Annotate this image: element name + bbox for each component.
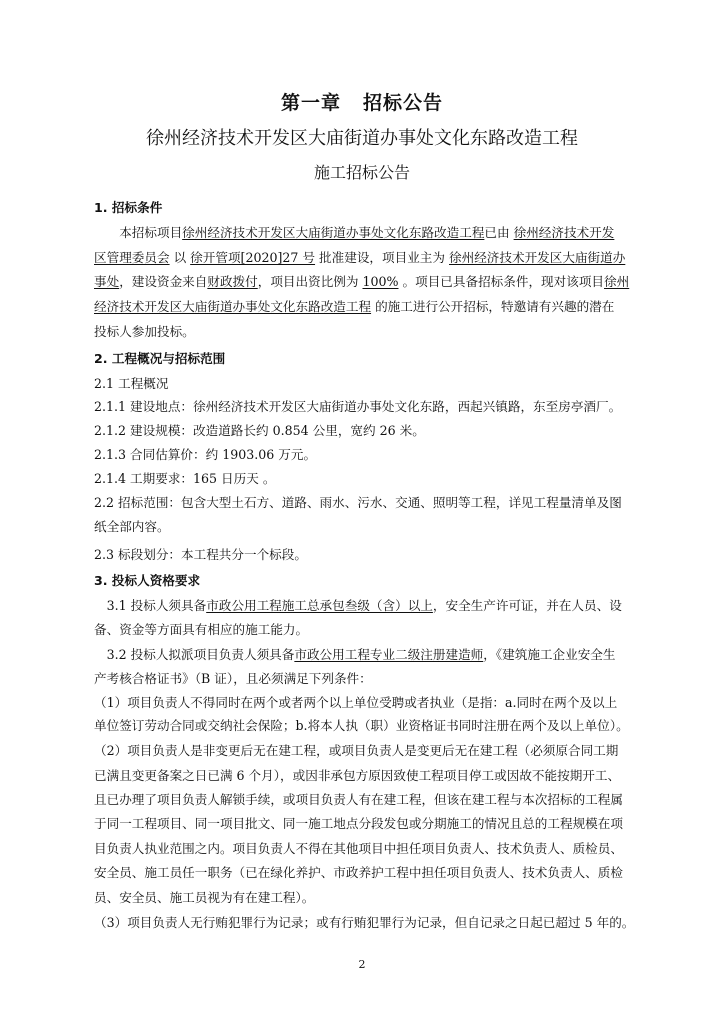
text-line [94, 791, 639, 809]
underlined-field: 经济技术开发区大庙街道办事处文化东路改造工程 [94, 299, 372, 314]
text-line [94, 518, 639, 536]
text-segment: ，《建筑施工企业安全生 [483, 647, 616, 662]
project-title: 徐州经济技术开发区大庙街道办事处文化东路改造工程 [146, 128, 578, 149]
text-segment: 产考核合格证书》（B 证），且必须满足下列条件： [94, 671, 372, 686]
underlined-field: 徐开管项[2020]27 号 [190, 250, 316, 265]
page-number: 2 [358, 958, 366, 971]
underlined-field: 区管理委员会 [94, 250, 170, 265]
text-segment: 目负责人执业范围之内。项目负责人不得在其他项目中担任项目负责人、技术负责人、质检员、 [94, 841, 623, 856]
text-segment: 以 [169, 250, 191, 265]
text-line [94, 742, 639, 760]
text-line [94, 422, 639, 440]
text-segment: 安全员、施工员任一职务（已在绿化养护、市政养护工程中担任项目负责人、技术负责人、质检 [94, 865, 623, 880]
text-segment: 且已办理了项目负责人解锁手续，或项目负责人有在建工程，但该在建工程与本次招标的工程属 [94, 792, 623, 807]
text-segment: 单位签订劳动合同或交纳社会保险；b.将本人执（职）业资格证书同时注册在两个及以上单位）。 [94, 718, 629, 733]
text-segment: 员、安全员、施工员视为有在建工程）。 [94, 890, 315, 905]
section-heading [94, 199, 639, 217]
underlined-field: 徐州 [604, 274, 630, 289]
text-segment: 2.3 标段划分：本工程共分一个标段。 [94, 547, 307, 562]
text-segment: 已满且变更备案之日已满 6 个月），或因非承包方原因致使工程项目停工或因故不能按期开工、 [94, 768, 621, 783]
chapter-title: 招标公告 [363, 92, 444, 114]
text-segment: 2.1.1 建设地点：徐州经济技术开发区大庙街道办事处文化东路，西起兴镇路，东至房亭酒厂。 [94, 399, 622, 414]
text-segment: 3.2 投标人拟派项目负责人须具备 [94, 647, 295, 662]
underlined-field: 徐州经济技术开发区大庙街道办 [449, 250, 626, 265]
underlined-field: 徐州经济技术开发区大庙街道办事处文化东路改造工程 [182, 225, 485, 240]
text-segment: 备、资金等方面具有相应的施工能力。 [94, 622, 309, 637]
text-line [94, 840, 639, 858]
text-line [94, 323, 639, 341]
text-line [94, 494, 639, 512]
text-segment: 2.1.3 合同估算价：约 1903.06 万元。 [94, 447, 317, 462]
text-line [94, 224, 639, 242]
text-segment: ，项目出资比例为 [257, 274, 363, 289]
text-segment: 于同一工程项目、同一项目批文、同一施工地点分段发包或分期施工的情况且总的工程规模在项 [94, 816, 623, 831]
text-line [94, 446, 639, 464]
text-line [94, 298, 639, 316]
section-heading [94, 350, 639, 368]
text-segment: 。项目已具备招标条件，现对该项目 [398, 274, 605, 289]
underlined-field: 徐州经济技术开发 [513, 225, 615, 240]
underlined-field: 市政公用工程专业二级注册建造师 [294, 647, 484, 662]
text-segment: 批准建设，项目业主为 [315, 250, 449, 265]
text-segment: （1）项目负责人不得同时在两个或者两个以上单位受聘或者执业（是指：a.同时在两个及以上 [94, 695, 618, 710]
text-segment: 2.1.4 工期要求：165 日历天 。 [94, 471, 276, 486]
section-heading [94, 572, 639, 590]
chapter-heading [0, 88, 724, 115]
text-line [94, 273, 639, 291]
text-line [94, 646, 639, 664]
text-segment: 2.1 工程概况 [94, 376, 169, 391]
text-line [94, 889, 639, 907]
text-line [94, 470, 639, 488]
text-line [94, 815, 639, 833]
text-segment: 投标人参加投标。 [94, 324, 195, 339]
text-line [94, 398, 639, 416]
text-segment: 1. 招标条件 [94, 200, 163, 215]
underlined-field: 市政公用工程施工总承包叁级（含）以上 [206, 598, 433, 613]
text-segment: 纸全部内容。 [94, 519, 170, 534]
underlined-field: 100% [362, 274, 399, 289]
underlined-field: 财政拨付 [207, 274, 258, 289]
text-segment: 3.1 投标人须具备 [94, 598, 207, 613]
notice-subtitle: 施工招标公告 [313, 163, 410, 182]
text-segment: 已由 [484, 225, 514, 240]
text-segment: 本招标项目 [94, 225, 183, 240]
text-line [94, 621, 639, 639]
text-line [94, 914, 639, 932]
text-line [94, 767, 639, 785]
text-line [94, 717, 639, 735]
chapter-label: 第一章 [280, 92, 341, 114]
text-segment: 2.2 招标范围：包含大型土石方、道路、雨水、污水、交通、照明等工程，详见工程量清单及图 [94, 495, 622, 510]
text-segment: （2）项目负责人是非变更后无在建工程，或项目负责人是变更后无在建工程（必须原合同工期 [94, 743, 619, 758]
text-line [94, 670, 639, 688]
text-line [94, 694, 639, 712]
text-segment: ，安全生产许可证，并在人员、设 [432, 598, 622, 613]
text-line [94, 249, 639, 267]
underlined-field: 事处 [94, 274, 120, 289]
text-line [94, 864, 639, 882]
text-segment: 的施工进行公开招标，特邀请有兴趣的潜在 [371, 299, 615, 314]
text-segment: （3）项目负责人无行贿犯罪行为记录；或有行贿犯罪行为记录，但自记录之日起已超过 5 年的。 [94, 915, 635, 930]
text-segment: 2.1.2 建设规模：改造道路长约 0.854 公里，宽约 26 米。 [94, 423, 425, 438]
text-line [94, 375, 639, 393]
text-segment: 2. 工程概况与招标范围 [94, 351, 226, 366]
text-segment: ，建设资金来自 [119, 274, 208, 289]
text-line [94, 597, 639, 615]
text-segment: 3. 投标人资格要求 [94, 573, 201, 588]
text-line [94, 546, 639, 564]
